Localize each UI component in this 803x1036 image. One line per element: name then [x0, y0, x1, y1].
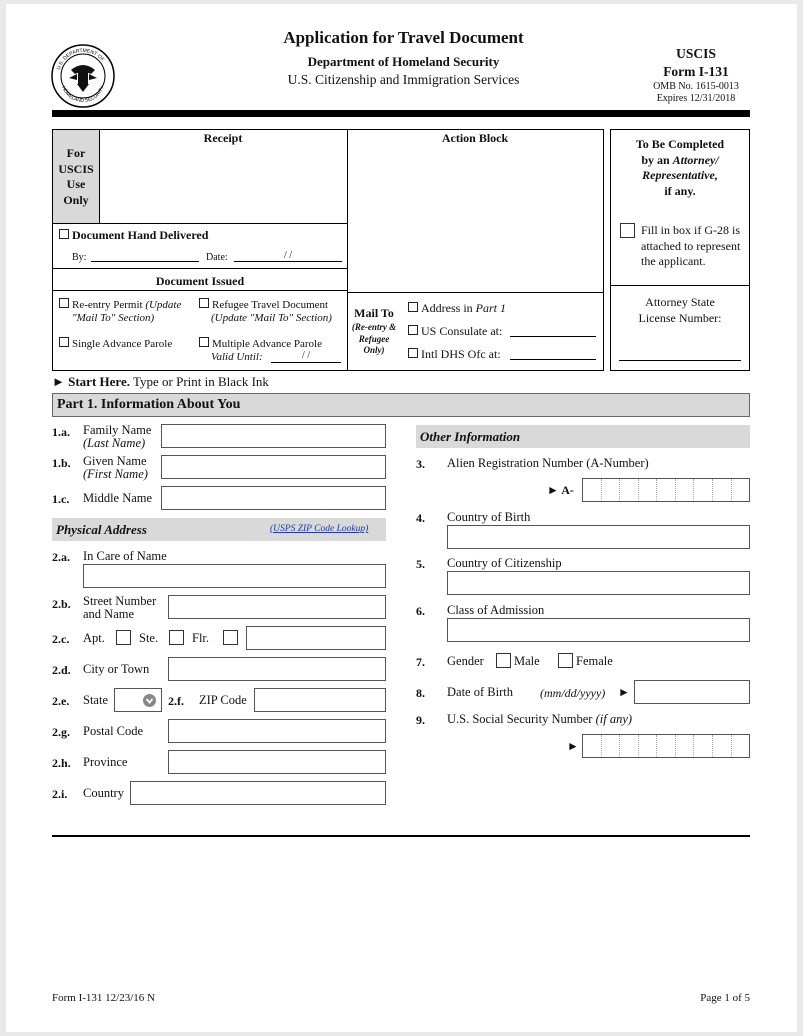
field-1b-number: 1.b. [52, 456, 71, 470]
class-of-admission-input[interactable] [447, 618, 750, 642]
country-label: Country [83, 786, 124, 800]
dhs-seal-icon [51, 44, 115, 108]
svg-text:HOMELAND SECURITY: HOMELAND SECURITY [60, 85, 106, 105]
svg-text:U.S. DEPARTMENT OF: U.S. DEPARTMENT OF [55, 47, 106, 71]
gender-label: Gender [447, 654, 484, 668]
document-issued-label: Document Issued [155, 274, 245, 288]
field-5-number: 5. [416, 557, 425, 571]
g28-label: Fill in box if G-28 is attached to represent the applicant. [641, 223, 741, 268]
a-number-input[interactable] [582, 478, 750, 502]
state-select[interactable] [114, 688, 162, 712]
field-1a-number: 1.a. [52, 425, 70, 439]
postal-code-label: Postal Code [83, 724, 144, 738]
part1-title: Part 1. Information About You [57, 397, 241, 412]
flr-label: Flr. [192, 631, 210, 645]
country-of-citizenship-input[interactable] [447, 571, 750, 595]
multiple-parole-option[interactable]: Multiple Advance Parole [199, 337, 322, 350]
given-name-input[interactable] [161, 455, 386, 479]
refugee-note: (Update "Mail To" Section) [211, 312, 332, 324]
section-end-rule [52, 835, 750, 837]
dropdown-arrow-icon [143, 694, 156, 707]
date-label: Date: [206, 252, 228, 263]
agency-name: U.S. Citizenship and Immigration Services [287, 72, 520, 87]
zip-code-label: ZIP Code [199, 693, 247, 707]
field-2b-number: 2.b. [52, 597, 71, 611]
omb-number: OMB No. 1615-0013 [653, 81, 739, 92]
field-2a-number: 2.a. [52, 550, 70, 564]
apt-label: Apt. [83, 631, 105, 645]
expiration-date: Expires 12/31/2018 [656, 93, 736, 104]
family-name-input[interactable] [161, 424, 386, 448]
zip-code-input[interactable] [254, 688, 386, 712]
form-page [6, 4, 797, 1032]
field-1c-number: 1.c. [52, 492, 70, 506]
usps-zip-lookup-link[interactable]: (USPS ZIP Code Lookup) [270, 524, 369, 534]
agency-short: USCIS [676, 46, 716, 61]
single-parole-checkbox[interactable] [59, 337, 69, 347]
address-in-part1-option[interactable]: Address in Part 1 [408, 301, 506, 316]
intl-dhs-option[interactable]: Intl DHS Ofc at: [408, 347, 501, 362]
reentry-permit-option[interactable]: Re-entry Permit (Update [59, 298, 181, 311]
street-label: Street Number and Name [83, 594, 157, 621]
address-in-part1-checkbox[interactable] [408, 302, 418, 312]
refugee-travel-option[interactable]: Refugee Travel Document [199, 298, 328, 311]
a-number-label: Alien Registration Number (A-Number) [447, 456, 649, 470]
us-consulate-option[interactable]: US Consulate at: [408, 324, 502, 339]
date-separators: / / [283, 250, 293, 261]
state-label: State [83, 693, 108, 707]
ste-label: Ste. [139, 631, 159, 645]
attorney-license-label: Attorney State License Number: [638, 295, 722, 325]
us-consulate-checkbox[interactable] [408, 325, 418, 335]
field-2g-number: 2.g. [52, 725, 70, 739]
street-input[interactable] [168, 595, 386, 619]
ssn-arrow-icon: ► [567, 739, 579, 753]
postal-code-input[interactable] [168, 719, 386, 743]
class-of-admission-label: Class of Admission [447, 603, 545, 617]
gender-male-label: Male [514, 654, 540, 668]
country-of-birth-input[interactable] [447, 525, 750, 549]
flr-checkbox[interactable] [223, 630, 238, 645]
province-label: Province [83, 755, 128, 769]
field-2d-number: 2.d. [52, 663, 71, 677]
single-parole-option[interactable]: Single Advance Parole [59, 337, 172, 350]
receipt-label: Receipt [203, 131, 243, 145]
valid-until-label: Valid Until: [211, 351, 263, 363]
mail-to-label: Mail To [354, 306, 394, 320]
ssn-label: U.S. Social Security Number (if any) [447, 712, 633, 726]
given-name-label: Given Name (First Name) [83, 454, 148, 481]
country-of-birth-label: Country of Birth [447, 510, 531, 524]
for-uscis-label: For USCIS Use Only [58, 146, 94, 207]
header-rule [52, 110, 750, 117]
city-label: City or Town [83, 662, 150, 676]
country-input[interactable] [130, 781, 386, 805]
field-3-number: 3. [416, 457, 425, 471]
ssn-input[interactable] [582, 734, 750, 758]
middle-name-input[interactable] [161, 486, 386, 510]
field-8-number: 8. [416, 686, 425, 700]
field-2i-number: 2.i. [52, 787, 68, 801]
footer-form-id: Form I-131 12/23/16 N [52, 992, 155, 1004]
footer-page-number: Page 1 of 5 [700, 992, 750, 1004]
province-input[interactable] [168, 750, 386, 774]
gender-male-checkbox[interactable] [496, 653, 511, 668]
in-care-of-label: In Care of Name [83, 549, 167, 563]
reentry-note: "Mail To" Section) [72, 312, 155, 324]
form-number: Form I-131 [663, 64, 729, 79]
intl-dhs-checkbox[interactable] [408, 348, 418, 358]
mail-to-note: (Re-entry & Refugee Only) [351, 322, 397, 355]
form-title: Application for Travel Document [283, 28, 524, 47]
action-block-label: Action Block [441, 131, 509, 145]
apt-checkbox[interactable] [116, 630, 131, 645]
field-9-number: 9. [416, 713, 425, 727]
field-2h-number: 2.h. [52, 756, 71, 770]
family-name-label: Family Name (Last Name) [83, 423, 152, 450]
middle-name-label: Middle Name [83, 491, 153, 505]
multiple-parole-checkbox[interactable] [199, 337, 209, 347]
field-2f-number: 2.f. [168, 694, 184, 708]
physical-address-title: Physical Address [56, 522, 147, 537]
country-of-citizenship-label: Country of Citizenship [447, 556, 562, 570]
other-info-title: Other Information [420, 429, 521, 444]
field-2e-number: 2.e. [52, 694, 70, 708]
start-here-instruction: ► Start Here. Type or Print in Black Ink [52, 374, 269, 389]
field-7-number: 7. [416, 655, 425, 669]
refugee-travel-checkbox[interactable] [199, 298, 209, 308]
valid-until-separators: / / [301, 350, 311, 361]
g28-checkbox[interactable] [620, 223, 635, 238]
field-4-number: 4. [416, 511, 425, 525]
in-care-of-input[interactable] [83, 564, 386, 588]
doc-hand-delivered: Document Hand Delivered [59, 228, 208, 243]
gender-female-label: Female [576, 654, 613, 668]
attorney-license-line[interactable] [619, 360, 741, 361]
reentry-permit-checkbox[interactable] [59, 298, 69, 308]
attorney-box-heading: To Be Completed by an Attorney/ Representative, if any. [635, 137, 725, 198]
ste-checkbox[interactable] [169, 630, 184, 645]
department-name: Department of Homeland Security [307, 54, 500, 69]
date-of-birth-arrow-icon: ► [618, 685, 630, 699]
a-number-prefix: ► A- [547, 483, 574, 497]
field-2c-number: 2.c. [52, 632, 70, 646]
date-of-birth-input[interactable] [634, 680, 750, 704]
gender-female-checkbox[interactable] [558, 653, 573, 668]
field-6-number: 6. [416, 604, 425, 618]
by-label: By: [72, 252, 87, 263]
unit-number-input[interactable] [246, 626, 386, 650]
doc-hand-delivered-checkbox[interactable] [59, 229, 69, 239]
date-of-birth-hint: (mm/dd/yyyy) [540, 686, 606, 700]
date-of-birth-label: Date of Birth [447, 685, 513, 699]
city-input[interactable] [168, 657, 386, 681]
